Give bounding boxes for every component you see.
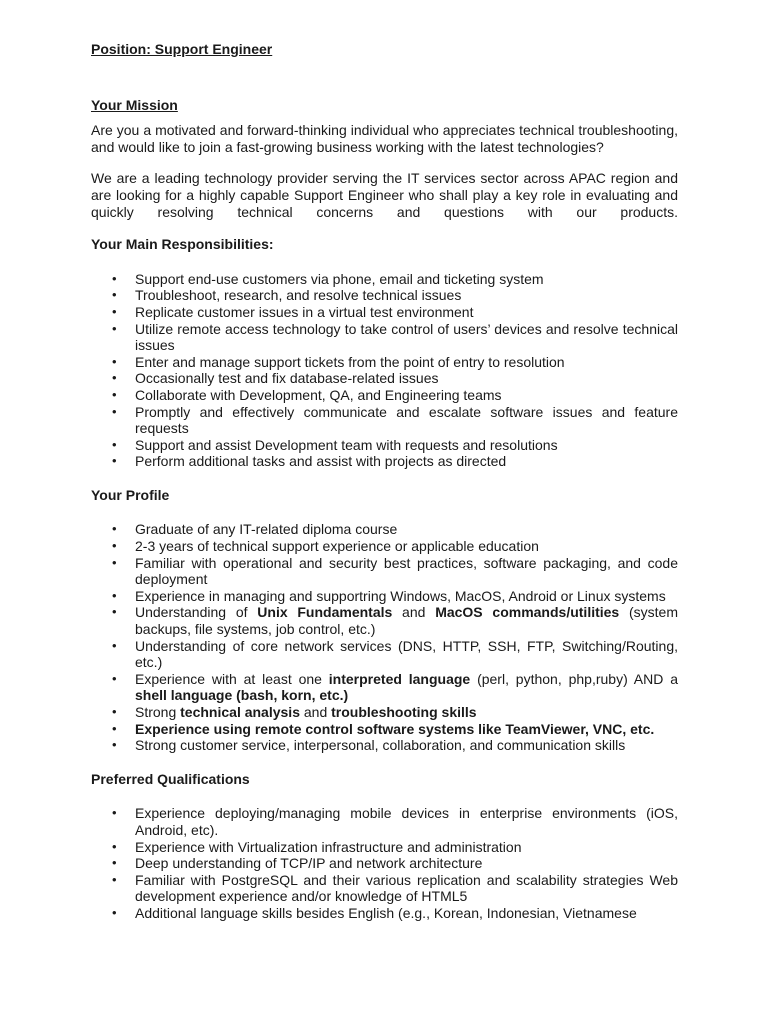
list-item [91, 671, 678, 704]
responsibilities-heading: Your Main Responsibilities: [91, 236, 274, 253]
list-item: • Replicate customer issues in a virtual test environment [91, 304, 678, 321]
interp-text-c: (perl, python, php,ruby) AND a [470, 670, 678, 687]
list-item: • Strong customer service, interpersonal, collaboration, and communication skills [91, 737, 678, 754]
strong-bold-1: technical analysis [180, 704, 300, 720]
list-item: • Deep understanding of TCP/IP and network architecture [91, 855, 678, 872]
unix-bold-2: MacOS commands/utilities [435, 604, 620, 621]
list-item: • Support and assist Development team with requests and resolutions [91, 437, 678, 454]
strong-text-a: Strong [135, 704, 181, 720]
list-item [91, 721, 678, 738]
list-item: • Familiar with operational and security best practices, software packaging, and code deployment [91, 555, 678, 588]
list-item: • Experience with Virtualization infrastructure and administration [91, 839, 678, 856]
preferred-list [91, 805, 678, 921]
unix-bold-1: Unix Fundamentals [257, 604, 393, 621]
list-item: • Troubleshoot, research, and resolve technical issues [91, 287, 678, 304]
position-title: Position: Support Engineer [91, 41, 273, 57]
list-item [91, 704, 678, 721]
list-item: • Familiar with PostgreSQL and their various replication and scalability strategies Web development experience and/or knowledge of HTML5 [91, 872, 678, 905]
mission-paragraph-1: Are you a motivated and forward-thinking individual who appreciates technical troubleshooting, and would like to join a fast-growing business working with the latest technologies? [91, 122, 678, 155]
list-item: • Promptly and effectively communicate and escalate software issues and feature requests [91, 404, 678, 437]
profile-heading: Your Profile [91, 486, 170, 503]
remote-bold: Experience using remote control software systems like TeamViewer, VNC, etc. [135, 720, 655, 737]
interp-bold-1: interpreted language [328, 670, 471, 687]
list-item: • Graduate of any IT-related diploma course [91, 521, 678, 538]
list-item: • Utilize remote access technology to take control of users’ devices and resolve technical issues [91, 321, 678, 354]
unix-text-c: and [392, 604, 436, 621]
responsibilities-list [91, 271, 678, 470]
mission-heading: Your Mission [91, 96, 178, 113]
list-item: • Enter and manage support tickets from the point of entry to resolution [91, 354, 678, 371]
interp-bold-2: shell language (bash, korn, etc.) [135, 687, 349, 704]
strong-bold-2: troubleshooting skills [331, 704, 477, 720]
list-item: • Experience in managing and supportring Windows, MacOS, Android or Linux systems [91, 588, 678, 605]
list-item: • Experience deploying/managing mobile devices in enterprise environments (iOS, Android, etc). [91, 805, 678, 838]
list-item: • Understanding of core network services (DNS, HTTP, SSH, FTP, Switching/Routing, etc.) [91, 638, 678, 671]
strong-text-c: and [299, 704, 332, 720]
profile-list [91, 521, 678, 753]
unix-text-d: (system backups, file systems, job control, etc.) [135, 604, 678, 638]
list-item: • Occasionally test and fix database-related issues [91, 370, 678, 387]
list-item: • 2-3 years of technical support experience or applicable education [91, 538, 678, 555]
list-item: • Collaborate with Development, QA, and Engineering teams [91, 387, 678, 404]
list-item: • Support end-use customers via phone, email and ticketing system [91, 271, 678, 288]
list-item: • Perform additional tasks and assist with projects as directed [91, 453, 678, 470]
unix-text-a: Understanding of [135, 604, 258, 621]
interp-text-a: Experience with at least one [135, 670, 329, 687]
list-item [91, 604, 678, 637]
list-item: • Additional language skills besides English (e.g., Korean, Indonesian, Vietnamese [91, 905, 678, 922]
mission-paragraph-2: We are a leading technology provider serving the IT services sector across APAC region and are looking for a highly capable Support Engineer who shall play a key role in evaluating and quickly resolving technical concerns and questions with our products. [91, 170, 678, 220]
preferred-heading: Preferred Qualifications [91, 770, 250, 787]
